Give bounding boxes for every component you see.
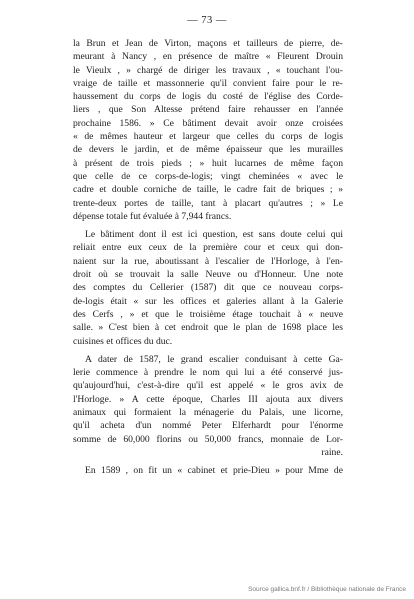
text-line: En 1589 , on fit un « cabinet et prie-Dieu » pour Mme de — [85, 465, 343, 477]
text-line: naient sur la rue, aboutissant à l'escalier de l'Horloge, à l'en- — [73, 255, 343, 267]
text-line: qu'il acheta d'un nommé Peter Elferhardt pour l'énorme — [73, 420, 343, 432]
text-line: salle. » C'est bien à cet endroit que le plan de 1698 place les — [73, 322, 343, 334]
text-line: cuisines et offices du duc. — [73, 335, 173, 347]
text-line: lerie commence à prendre le nom qui lui a été conservé jus- — [73, 367, 343, 379]
text-line: trente-deux portes de taille, tant à placart qu'autres ; » Le — [73, 197, 343, 209]
paragraph — [73, 464, 343, 477]
text-line: des comptes du Cellerier (1587) dit que ce nouveau corps- — [73, 282, 343, 294]
text-line: à présent de trois pieds ; » huit lucarnes de même façon — [73, 157, 343, 169]
text-line: reliait entre eux ceux de la première cour et ceux qui don- — [73, 242, 343, 254]
text-line: prochaine 1586. » Ce bâtiment devait avoir onze croisées — [73, 117, 343, 129]
text-line: raine. — [321, 446, 343, 458]
text-line: droit où se trouvait la salle Neuve ou d'Honneur. Une note — [73, 269, 343, 281]
text-line: le Vieulx , » chargé de diriger les travaux , « touchant l'ou- — [73, 64, 343, 76]
text-line: vraige de taille et massonnerie qu'il convient faire pour le re- — [73, 77, 343, 89]
text-line: Le bâtiment dont il est ici question, est sans doute celui qui — [85, 229, 343, 241]
text-line: somme de 60,000 florins ou 50,000 francs, monnaie de Lor- — [73, 433, 343, 445]
text-line: cadre et double corniche de taille, le cadre fait de briques ; » — [73, 184, 343, 196]
text-line: dépense totale fut évaluée à 7,944 francs. — [73, 210, 232, 222]
text-line: des Cerfs , » et que le troisième étage touchait à « neuve — [73, 308, 343, 320]
text-line: animaux qui formaient la ménagerie du Palais, une licorne, — [73, 407, 343, 419]
text-line: haussement du corps de logis du costé de l'église des Corde- — [73, 91, 343, 103]
body-text — [73, 37, 343, 478]
paragraph — [73, 228, 343, 348]
text-line: de-logis était « sur les offices et galeries allant à la Galerie — [73, 295, 343, 307]
text-line: que celle de ce corps-de-logis; vingt cheminées « avec le — [73, 170, 343, 182]
text-line: « de mêmes hauteur et largeur que celles du corps de logis — [73, 131, 343, 143]
paragraph — [73, 37, 343, 223]
text-line: A dater de 1587, le grand escalier conduisant à cette Ga- — [85, 353, 343, 365]
source-footer: Source gallica.bnf.fr / Bibliothèque nationale de France — [248, 586, 406, 593]
page-number: — 73 — — [187, 15, 227, 26]
paragraph — [73, 353, 343, 459]
text-line: qu'aujourd'hui, c'est-à-dire qu'il est appelé « le gros avix de — [73, 380, 343, 392]
text-line: liers , que Son Altesse prétend faire rehausser en l'année — [73, 104, 343, 116]
text-line: l'Horloge. » A cette époque, Charles III ajouta aux divers — [73, 393, 343, 405]
text-line: meurant à Nancy , en présence de maître « Fleurent Drouin — [73, 51, 343, 63]
text-line: la Brun et Jean de Virton, maçons et tailleurs de pierre, de- — [73, 38, 343, 49]
text-line: de devers le jardin, et de même épaisseur que les murailles — [73, 144, 343, 156]
